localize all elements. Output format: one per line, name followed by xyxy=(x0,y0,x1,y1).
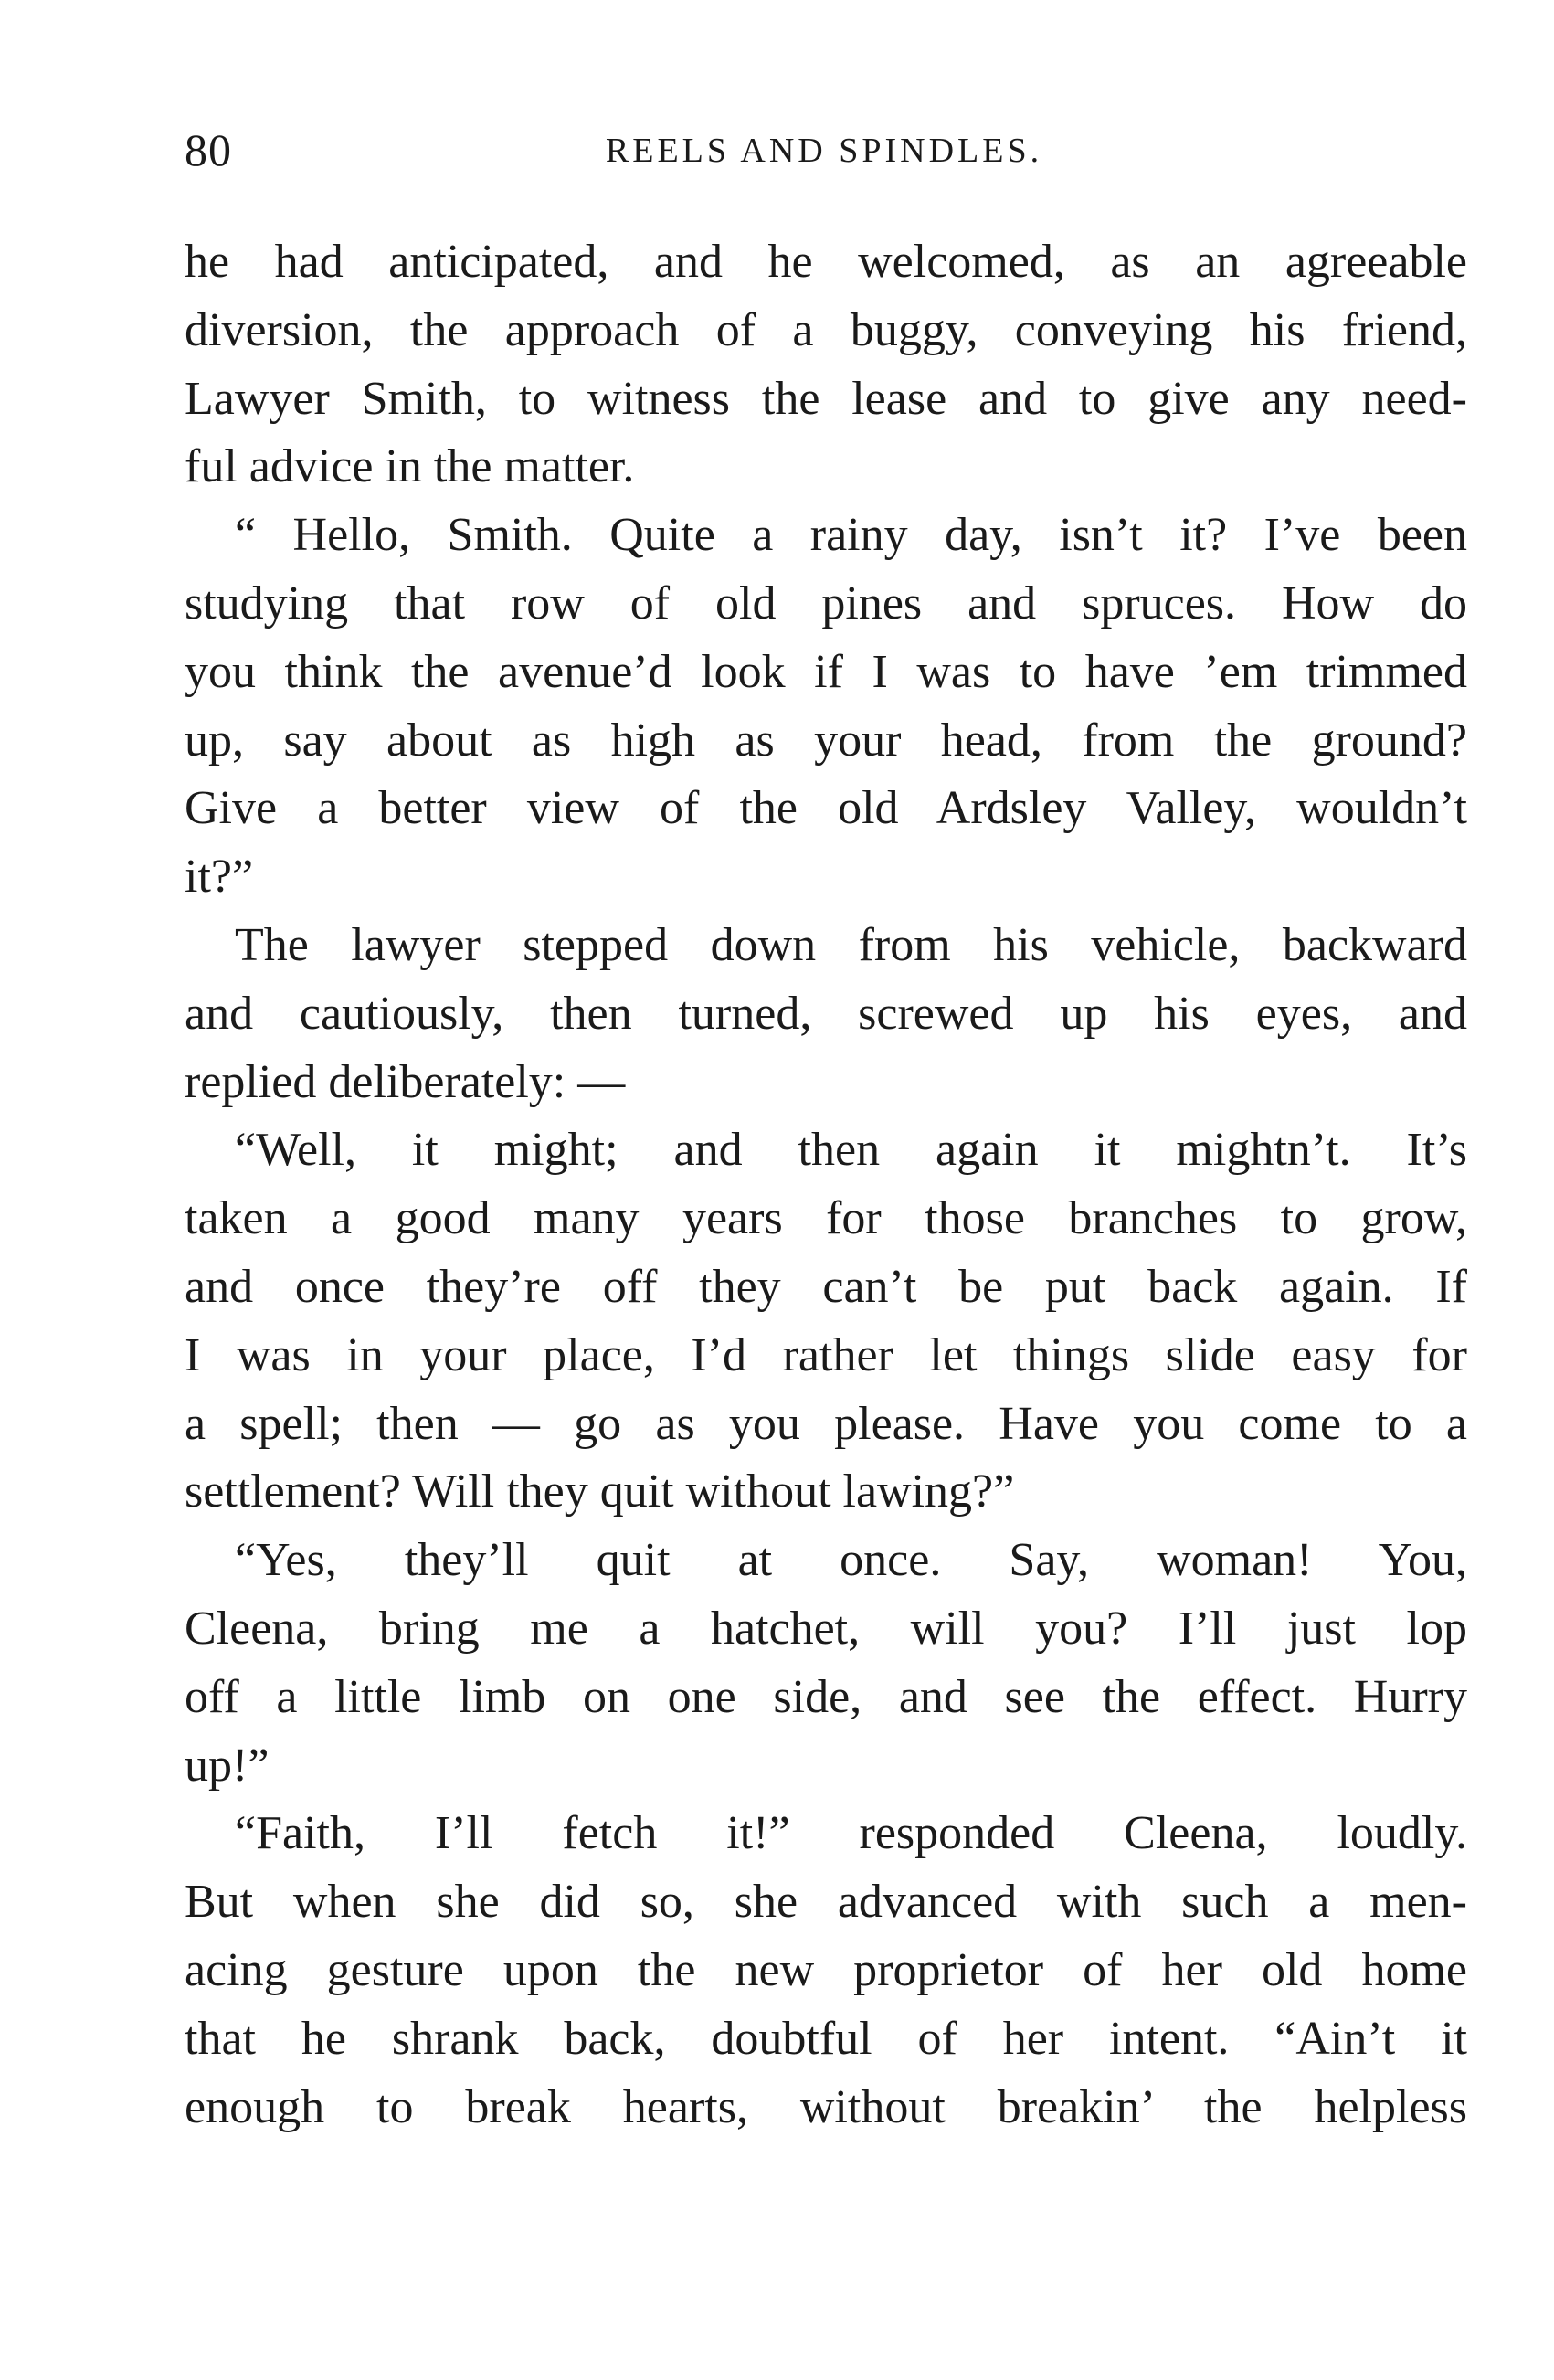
text-line: and once they’re off they can’t be put back again. If xyxy=(185,1260,1467,1313)
body-text xyxy=(185,228,1467,2142)
text-line: “Yes, they’ll quit at once. Say, woman! You, xyxy=(235,1534,1467,1587)
text-line: acing gesture upon the new proprietor of her old home xyxy=(185,1943,1467,1996)
text-line: diversion, the approach of a buggy, conveying his friend, xyxy=(185,303,1467,356)
page-header xyxy=(185,123,1464,178)
text-line: studying that row of old pines and spruces. How do xyxy=(185,576,1467,629)
text-line: I was in your place, I’d rather let things slide easy for xyxy=(185,1328,1467,1381)
text-line: you think the avenue’d look if I was to have ’em trimmed xyxy=(185,645,1467,698)
text-line: The lawyer stepped down from his vehicle, backward xyxy=(235,918,1467,971)
text-line: and cautiously, then turned, screwed up his eyes, and xyxy=(185,987,1467,1040)
text-line: “Well, it might; and then again it mightn’t. It’s xyxy=(235,1124,1467,1177)
text-line: Lawyer Smith, to witness the lease and to give any need- xyxy=(185,372,1467,425)
running-title: REELS AND SPINDLES. xyxy=(605,132,1043,170)
text-line: off a little limb on one side, and see the effect. Hurry xyxy=(185,1670,1467,1723)
text-line: that he shrank back, doubtful of her intent. “Ain’t it xyxy=(185,2012,1467,2065)
text-line: “ Hello, Smith. Quite a rainy day, isn’t it? I’ve been xyxy=(235,509,1467,562)
text-line: a spell; then — go as you please. Have you come to a xyxy=(185,1397,1467,1450)
text-line: settlement? Will they quit without lawing?” xyxy=(185,1465,1015,1518)
page-number: 80 xyxy=(185,124,232,175)
text-line: he had anticipated, and he welcomed, as an agreeable xyxy=(185,236,1467,288)
text-line: But when she did so, she advanced with such a men- xyxy=(185,1876,1467,1929)
text-line: up, say about as high as your head, from the ground? xyxy=(185,714,1467,767)
text-line: Give a better view of the old Ardsley Valley, wouldn’t xyxy=(185,782,1467,835)
text-line: replied deliberately: — xyxy=(185,1055,626,1108)
text-line: up!” xyxy=(185,1739,270,1792)
text-line: taken a good many years for those branches to grow, xyxy=(185,1192,1467,1245)
text-line: ful advice in the matter. xyxy=(185,440,635,493)
text-line: enough to break hearts, without breakin’ the helpless xyxy=(185,2080,1467,2133)
text-line: it?” xyxy=(185,851,254,904)
text-line: Cleena, bring me a hatchet, will you? I’ll just lop xyxy=(185,1602,1467,1655)
text-line: “Faith, I’ll fetch it!” responded Cleena, loudly. xyxy=(235,1807,1467,1860)
